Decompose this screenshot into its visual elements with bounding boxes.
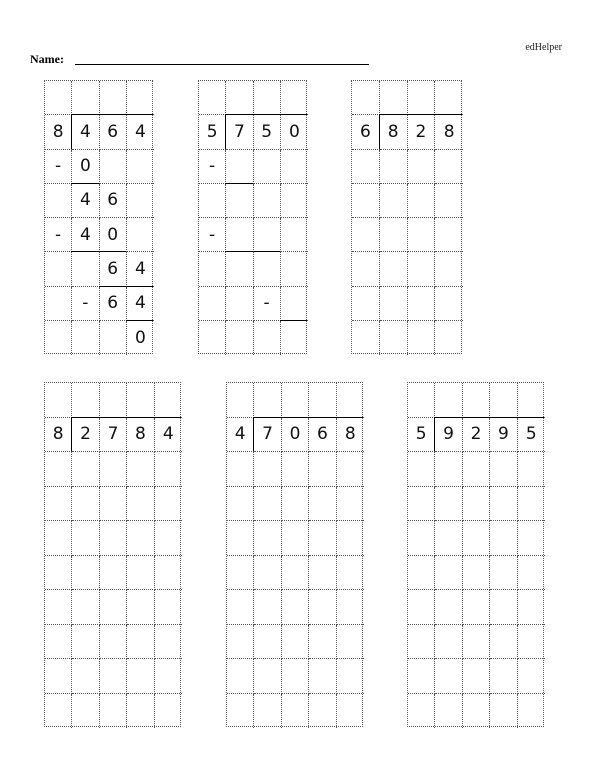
grid-cell[interactable]: 0 bbox=[281, 115, 308, 149]
division-bracket-line bbox=[71, 114, 72, 148]
grid-cell[interactable] bbox=[199, 321, 226, 355]
grid-cell[interactable] bbox=[254, 321, 281, 355]
grid-cell[interactable] bbox=[435, 452, 462, 487]
grid-cell[interactable]: 7 bbox=[100, 418, 127, 453]
grid-cell[interactable] bbox=[227, 452, 254, 487]
grid-cell[interactable] bbox=[337, 487, 364, 522]
grid-cell[interactable] bbox=[199, 252, 226, 286]
grid-cell[interactable] bbox=[127, 521, 154, 556]
grid-cell[interactable]: 7 bbox=[254, 418, 281, 453]
division-bar-line bbox=[71, 417, 181, 418]
grid-cell[interactable] bbox=[282, 383, 309, 418]
grid-cell[interactable] bbox=[282, 625, 309, 660]
grid-cell[interactable]: 5 bbox=[408, 418, 435, 453]
grid-cell[interactable] bbox=[72, 252, 99, 286]
grid-cell[interactable] bbox=[72, 521, 99, 556]
grid-cell[interactable] bbox=[226, 150, 253, 184]
grid-cell[interactable] bbox=[435, 184, 463, 218]
grid-cell[interactable] bbox=[227, 694, 254, 729]
grid-cell[interactable] bbox=[352, 252, 380, 286]
grid-cell[interactable] bbox=[45, 659, 72, 694]
grid-cell[interactable] bbox=[518, 452, 545, 487]
grid-cell[interactable] bbox=[226, 218, 253, 252]
grid-cell[interactable] bbox=[337, 659, 364, 694]
grid-cell[interactable]: 6 bbox=[100, 115, 127, 149]
grid-cell[interactable] bbox=[127, 556, 154, 591]
name-field bbox=[30, 52, 370, 66]
division-problem-5 bbox=[226, 382, 363, 727]
grid-cell[interactable]: 6 bbox=[352, 115, 380, 149]
grid-cell[interactable] bbox=[408, 184, 436, 218]
division-bar-line bbox=[71, 251, 126, 252]
division-problem-6 bbox=[407, 382, 544, 727]
grid-cell[interactable] bbox=[72, 625, 99, 660]
grid-cell[interactable]: 2 bbox=[463, 418, 490, 453]
grid-cell[interactable] bbox=[254, 452, 281, 487]
grid-cell[interactable] bbox=[127, 383, 154, 418]
division-bar-line bbox=[71, 183, 98, 184]
division-bar-line bbox=[126, 320, 153, 321]
grid-cell[interactable] bbox=[337, 383, 364, 418]
grid-cell[interactable] bbox=[518, 625, 545, 660]
grid-cell[interactable] bbox=[254, 487, 281, 522]
grid-cell[interactable] bbox=[227, 383, 254, 418]
grid-cell[interactable] bbox=[45, 521, 72, 556]
grid-cell[interactable] bbox=[127, 694, 154, 729]
grid-cell[interactable]: 4 bbox=[127, 115, 154, 149]
grid-cell[interactable] bbox=[490, 487, 517, 522]
grid-cell[interactable]: 8 bbox=[45, 418, 72, 453]
grid-cell[interactable] bbox=[408, 452, 435, 487]
grid-cell[interactable] bbox=[408, 287, 436, 321]
answer-grid bbox=[198, 80, 307, 354]
grid-cell[interactable] bbox=[254, 218, 281, 252]
grid-cell[interactable]: - bbox=[199, 150, 226, 184]
grid-cell[interactable] bbox=[435, 252, 463, 286]
division-bar-line bbox=[379, 114, 462, 115]
grid-cell[interactable] bbox=[100, 694, 127, 729]
grid-cell[interactable] bbox=[435, 81, 463, 115]
grid-cell[interactable] bbox=[72, 321, 99, 355]
grid-cell[interactable] bbox=[100, 556, 127, 591]
grid-cell[interactable] bbox=[337, 694, 364, 729]
grid-cell[interactable] bbox=[337, 521, 364, 556]
grid-cell[interactable] bbox=[309, 556, 336, 591]
grid-cell[interactable] bbox=[352, 184, 380, 218]
grid-cell[interactable] bbox=[127, 625, 154, 660]
grid-cell[interactable] bbox=[408, 521, 435, 556]
grid-cell[interactable] bbox=[72, 383, 99, 418]
grid-cell[interactable] bbox=[435, 150, 463, 184]
grid-cell[interactable] bbox=[380, 321, 408, 355]
grid-cell[interactable] bbox=[45, 487, 72, 522]
grid-cell[interactable] bbox=[72, 590, 99, 625]
grid-cell[interactable] bbox=[337, 452, 364, 487]
grid-cell[interactable] bbox=[352, 150, 380, 184]
grid-cell[interactable] bbox=[227, 590, 254, 625]
division-bar-line bbox=[280, 320, 307, 321]
grid-cell[interactable] bbox=[490, 521, 517, 556]
grid-cell[interactable] bbox=[254, 521, 281, 556]
grid-cell[interactable] bbox=[127, 81, 154, 115]
grid-cell[interactable] bbox=[45, 321, 72, 355]
grid-cell[interactable] bbox=[380, 81, 408, 115]
grid-cell[interactable] bbox=[282, 452, 309, 487]
grid-cell[interactable]: 7 bbox=[226, 115, 253, 149]
grid-cell[interactable] bbox=[352, 81, 380, 115]
grid-cell[interactable] bbox=[281, 184, 308, 218]
grid-cell[interactable] bbox=[490, 383, 517, 418]
grid-cell[interactable] bbox=[408, 590, 435, 625]
grid-cell[interactable] bbox=[281, 150, 308, 184]
grid-cell[interactable] bbox=[490, 659, 517, 694]
grid-cell[interactable]: 4 bbox=[127, 252, 154, 286]
grid-cell[interactable] bbox=[226, 287, 253, 321]
grid-cell[interactable]: 2 bbox=[408, 115, 436, 149]
grid-cell[interactable] bbox=[254, 252, 281, 286]
grid-cell[interactable] bbox=[281, 81, 308, 115]
grid-cell[interactable] bbox=[463, 659, 490, 694]
grid-cell[interactable]: 9 bbox=[490, 418, 517, 453]
grid-cell[interactable]: 8 bbox=[380, 115, 408, 149]
grid-cell[interactable]: - bbox=[45, 218, 72, 252]
grid-cell[interactable] bbox=[352, 218, 380, 252]
grid-cell[interactable] bbox=[254, 590, 281, 625]
grid-cell[interactable] bbox=[282, 556, 309, 591]
grid-cell[interactable]: - bbox=[199, 218, 226, 252]
grid-cell[interactable] bbox=[227, 521, 254, 556]
grid-cell[interactable] bbox=[309, 452, 336, 487]
grid-cell[interactable] bbox=[518, 556, 545, 591]
grid-cell[interactable]: 0 bbox=[72, 150, 99, 184]
division-problem-3 bbox=[351, 80, 462, 354]
grid-cell[interactable] bbox=[226, 321, 253, 355]
grid-cell[interactable]: 6 bbox=[100, 184, 127, 218]
division-bar-line bbox=[225, 183, 252, 184]
grid-cell[interactable] bbox=[435, 556, 462, 591]
grid-cell[interactable]: 0 bbox=[100, 218, 127, 252]
grid-cell[interactable] bbox=[100, 383, 127, 418]
grid-cell[interactable] bbox=[435, 625, 462, 660]
grid-cell[interactable] bbox=[127, 218, 154, 252]
grid-cell[interactable] bbox=[408, 694, 435, 729]
grid-cell[interactable] bbox=[309, 694, 336, 729]
answer-grid bbox=[44, 80, 153, 354]
grid-cell[interactable] bbox=[127, 487, 154, 522]
grid-cell[interactable] bbox=[45, 452, 72, 487]
grid-cell[interactable] bbox=[155, 452, 182, 487]
grid-cell[interactable] bbox=[281, 287, 308, 321]
grid-cell[interactable] bbox=[226, 252, 253, 286]
grid-cell[interactable] bbox=[282, 487, 309, 522]
grid-cell[interactable] bbox=[127, 452, 154, 487]
grid-cell[interactable] bbox=[337, 556, 364, 591]
grid-cell[interactable]: - bbox=[45, 150, 72, 184]
grid-cell[interactable] bbox=[100, 452, 127, 487]
grid-cell[interactable]: 6 bbox=[100, 252, 127, 286]
grid-cell[interactable] bbox=[463, 556, 490, 591]
grid-cell[interactable]: 8 bbox=[127, 418, 154, 453]
grid-cell[interactable] bbox=[155, 590, 182, 625]
grid-cell[interactable]: - bbox=[72, 287, 99, 321]
grid-cell[interactable]: 5 bbox=[518, 418, 545, 453]
brand-label: edHelper bbox=[525, 42, 562, 53]
division-bar-line bbox=[253, 417, 363, 418]
grid-cell[interactable] bbox=[100, 150, 127, 184]
division-problem-2 bbox=[198, 80, 307, 354]
grid-cell[interactable]: 8 bbox=[435, 115, 463, 149]
name-label: Name: bbox=[30, 52, 64, 66]
grid-cell[interactable] bbox=[282, 659, 309, 694]
grid-cell[interactable] bbox=[199, 81, 226, 115]
grid-cell[interactable]: 4 bbox=[127, 287, 154, 321]
grid-cell[interactable] bbox=[435, 218, 463, 252]
grid-cell[interactable]: 4 bbox=[227, 418, 254, 453]
grid-cell[interactable] bbox=[463, 694, 490, 729]
grid-cell[interactable] bbox=[72, 487, 99, 522]
grid-cell[interactable] bbox=[281, 252, 308, 286]
grid-cell[interactable] bbox=[337, 590, 364, 625]
grid-cell[interactable] bbox=[408, 321, 436, 355]
grid-cell[interactable] bbox=[155, 659, 182, 694]
grid-cell[interactable] bbox=[72, 659, 99, 694]
answer-grid bbox=[44, 382, 181, 727]
grid-cell[interactable]: 6 bbox=[100, 287, 127, 321]
grid-cell[interactable] bbox=[155, 625, 182, 660]
grid-cell[interactable] bbox=[490, 625, 517, 660]
grid-cell[interactable]: 8 bbox=[337, 418, 364, 453]
grid-cell[interactable] bbox=[282, 694, 309, 729]
division-bar-line bbox=[225, 114, 307, 115]
answer-grid bbox=[407, 382, 544, 727]
grid-cell[interactable]: 5 bbox=[254, 115, 281, 149]
grid-cell[interactable] bbox=[435, 487, 462, 522]
grid-cell[interactable] bbox=[45, 625, 72, 660]
grid-cell[interactable]: 2 bbox=[72, 418, 99, 453]
division-bracket-line bbox=[225, 114, 226, 148]
grid-cell[interactable] bbox=[309, 383, 336, 418]
answer-grid bbox=[226, 382, 363, 727]
grid-cell[interactable] bbox=[518, 659, 545, 694]
grid-cell[interactable] bbox=[380, 252, 408, 286]
grid-cell[interactable] bbox=[435, 521, 462, 556]
grid-cell[interactable] bbox=[254, 556, 281, 591]
grid-cell[interactable] bbox=[463, 383, 490, 418]
grid-cell[interactable] bbox=[254, 184, 281, 218]
grid-cell[interactable] bbox=[380, 287, 408, 321]
grid-cell[interactable]: 6 bbox=[309, 418, 336, 453]
grid-cell[interactable] bbox=[281, 321, 308, 355]
grid-cell[interactable] bbox=[155, 383, 182, 418]
grid-cell[interactable] bbox=[254, 81, 281, 115]
grid-cell[interactable] bbox=[309, 659, 336, 694]
grid-cell[interactable]: 9 bbox=[435, 418, 462, 453]
grid-cell[interactable]: 4 bbox=[72, 218, 99, 252]
grid-cell[interactable] bbox=[408, 150, 436, 184]
grid-cell[interactable] bbox=[408, 625, 435, 660]
grid-cell[interactable]: 5 bbox=[199, 115, 226, 149]
division-bracket-line bbox=[379, 114, 380, 148]
grid-cell[interactable]: 0 bbox=[134, 327, 146, 348]
grid-cell[interactable] bbox=[463, 590, 490, 625]
grid-cell[interactable]: 4 bbox=[72, 184, 99, 218]
grid-cell[interactable] bbox=[254, 659, 281, 694]
division-problem-1 bbox=[44, 80, 153, 354]
grid-cell[interactable] bbox=[45, 287, 72, 321]
grid-cell[interactable] bbox=[227, 659, 254, 694]
grid-cell[interactable] bbox=[408, 218, 436, 252]
grid-cell[interactable] bbox=[72, 452, 99, 487]
grid-cell[interactable]: 8 bbox=[45, 115, 72, 149]
grid-cell[interactable] bbox=[518, 590, 545, 625]
grid-cell[interactable] bbox=[282, 590, 309, 625]
division-bracket-line bbox=[434, 417, 435, 452]
grid-cell[interactable] bbox=[435, 321, 463, 355]
answer-grid bbox=[351, 80, 462, 354]
grid-cell[interactable] bbox=[463, 487, 490, 522]
grid-cell[interactable] bbox=[45, 81, 72, 115]
grid-cell[interactable] bbox=[254, 150, 281, 184]
grid-cell[interactable] bbox=[45, 556, 72, 591]
grid-cell[interactable] bbox=[282, 521, 309, 556]
grid-cell[interactable] bbox=[408, 383, 435, 418]
grid-cell[interactable] bbox=[100, 81, 127, 115]
name-line[interactable] bbox=[75, 64, 369, 65]
division-bracket-line bbox=[71, 417, 72, 452]
grid-cell[interactable] bbox=[309, 590, 336, 625]
grid-cell[interactable] bbox=[309, 625, 336, 660]
grid-cell[interactable] bbox=[435, 694, 462, 729]
division-bar-line bbox=[99, 286, 154, 287]
grid-cell[interactable] bbox=[72, 81, 99, 115]
grid-cell[interactable] bbox=[199, 184, 226, 218]
grid-cell[interactable] bbox=[127, 590, 154, 625]
grid-cell[interactable] bbox=[490, 556, 517, 591]
grid-cell[interactable] bbox=[227, 556, 254, 591]
grid-cell[interactable] bbox=[518, 383, 545, 418]
grid-cell[interactable] bbox=[435, 659, 462, 694]
grid-cell[interactable]: 4 bbox=[155, 418, 182, 453]
grid-cell[interactable] bbox=[408, 556, 435, 591]
grid-cell[interactable] bbox=[490, 694, 517, 729]
grid-cell[interactable] bbox=[254, 625, 281, 660]
grid-cell[interactable] bbox=[227, 625, 254, 660]
grid-cell[interactable] bbox=[127, 659, 154, 694]
grid-cell[interactable]: 0 bbox=[282, 418, 309, 453]
grid-cell[interactable] bbox=[100, 321, 127, 355]
grid-cell[interactable] bbox=[518, 521, 545, 556]
grid-cell[interactable] bbox=[227, 487, 254, 522]
grid-cell[interactable]: 4 bbox=[72, 115, 99, 149]
division-bar-line bbox=[71, 114, 153, 115]
grid-cell[interactable] bbox=[100, 659, 127, 694]
grid-cell[interactable] bbox=[100, 625, 127, 660]
division-bracket-line bbox=[253, 417, 254, 452]
grid-cell[interactable]: - bbox=[254, 287, 281, 321]
grid-cell[interactable] bbox=[100, 521, 127, 556]
grid-cell[interactable] bbox=[490, 590, 517, 625]
grid-cell[interactable] bbox=[155, 521, 182, 556]
grid-cell[interactable] bbox=[155, 556, 182, 591]
grid-cell[interactable] bbox=[463, 625, 490, 660]
division-problem-4 bbox=[44, 382, 181, 727]
grid-cell[interactable] bbox=[127, 184, 154, 218]
grid-cell[interactable] bbox=[254, 383, 281, 418]
grid-cell[interactable] bbox=[309, 487, 336, 522]
grid-cell[interactable] bbox=[463, 521, 490, 556]
grid-cell[interactable] bbox=[380, 184, 408, 218]
grid-cell[interactable] bbox=[490, 452, 517, 487]
grid-cell[interactable] bbox=[435, 287, 463, 321]
grid-cell[interactable] bbox=[45, 184, 72, 218]
grid-cell[interactable] bbox=[100, 487, 127, 522]
division-bar-line bbox=[434, 417, 544, 418]
grid-cell[interactable] bbox=[45, 383, 72, 418]
grid-cell[interactable] bbox=[155, 487, 182, 522]
grid-cell[interactable] bbox=[309, 521, 336, 556]
grid-cell[interactable] bbox=[352, 321, 380, 355]
grid-cell[interactable] bbox=[518, 694, 545, 729]
grid-cell[interactable] bbox=[254, 694, 281, 729]
grid-cell[interactable] bbox=[45, 694, 72, 729]
division-bar-line bbox=[225, 251, 280, 252]
grid-cell[interactable] bbox=[72, 694, 99, 729]
grid-cell[interactable] bbox=[155, 694, 182, 729]
grid-cell[interactable] bbox=[281, 218, 308, 252]
grid-cell[interactable] bbox=[463, 452, 490, 487]
grid-cell[interactable] bbox=[337, 625, 364, 660]
grid-cell[interactable] bbox=[226, 81, 253, 115]
grid-cell[interactable] bbox=[72, 556, 99, 591]
grid-cell[interactable] bbox=[45, 590, 72, 625]
grid-cell[interactable] bbox=[408, 252, 436, 286]
grid-cell[interactable] bbox=[518, 487, 545, 522]
grid-cell[interactable] bbox=[380, 150, 408, 184]
grid-cell[interactable] bbox=[127, 150, 154, 184]
grid-cell[interactable] bbox=[380, 218, 408, 252]
grid-cell[interactable] bbox=[45, 252, 72, 286]
grid-cell[interactable] bbox=[100, 590, 127, 625]
grid-cell[interactable] bbox=[352, 287, 380, 321]
grid-cell[interactable] bbox=[408, 487, 435, 522]
grid-cell[interactable] bbox=[435, 383, 462, 418]
grid-cell[interactable] bbox=[199, 287, 226, 321]
grid-cell[interactable] bbox=[226, 184, 253, 218]
grid-cell[interactable] bbox=[408, 659, 435, 694]
grid-cell[interactable] bbox=[408, 81, 436, 115]
grid-cell[interactable] bbox=[435, 590, 462, 625]
